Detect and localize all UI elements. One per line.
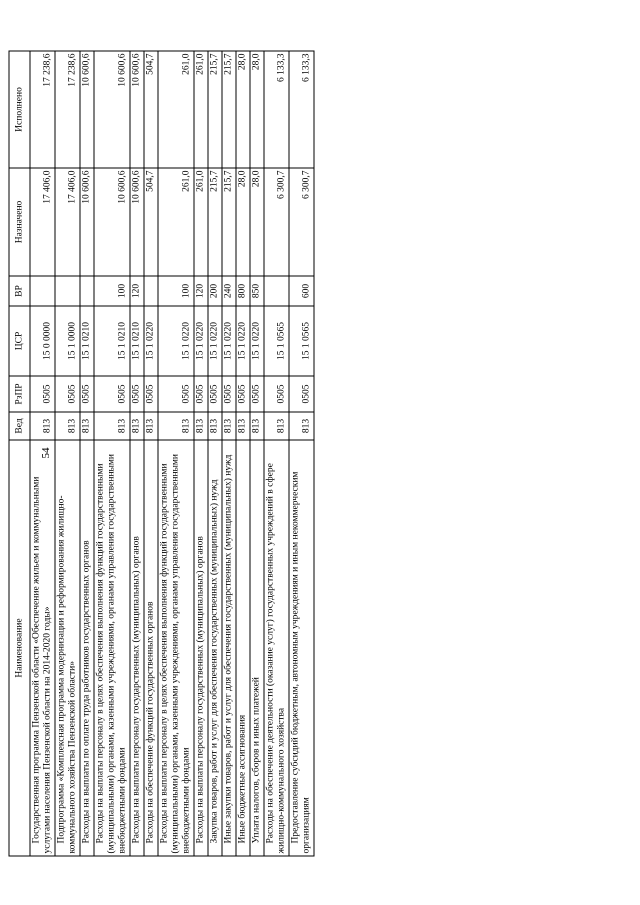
row-name: Расходы на выплаты персоналу в целях обеспечения выполнения функций государственными (муниципальными) органами, казенными учреждениями, органами управления государственными внебюджетными фондами — [94, 440, 130, 856]
row-ispolneno: 261,0 — [158, 51, 194, 168]
header-ispolneno: Исполнено — [9, 51, 30, 168]
row-name: Государственная программа Пензенской области «Обеспечение жильем и коммунальными услугами населения Пензенской области на 2014-2020 годы» — [30, 440, 55, 856]
row-naznacheno: 10 600,6 — [130, 168, 144, 276]
header-name: Наименование — [9, 440, 30, 856]
table-row — [94, 51, 130, 856]
table-row — [250, 51, 264, 856]
row-ved: 813 — [80, 412, 94, 440]
row-ved: 813 — [222, 412, 236, 440]
row-name: Расходы на выплаты персоналу государственных (муниципальных) органов — [130, 440, 144, 856]
row-ved: 813 — [289, 412, 314, 440]
row-naznacheno: 10 600,6 — [94, 168, 130, 276]
table-row — [194, 51, 208, 856]
row-ispolneno: 17 238,6 — [55, 51, 80, 168]
row-csr: 15 1 0210 — [130, 306, 144, 376]
row-ved: 813 — [144, 412, 158, 440]
header-ved: Вед — [9, 412, 30, 440]
row-naznacheno: 10 600,6 — [80, 168, 94, 276]
row-ved: 813 — [264, 412, 289, 440]
row-name: Расходы на выплаты персоналу в целях обеспечения выполнения функций государственными (муниципальными) органами, казенными учреждениями, органами управления государственными внебюджетными фондами — [158, 440, 194, 856]
row-naznacheno: 504,7 — [144, 168, 158, 276]
row-naznacheno: 261,0 — [158, 168, 194, 276]
header-vr: ВР — [9, 276, 30, 306]
row-vr — [55, 276, 80, 306]
row-rzpr: 0505 — [236, 376, 250, 412]
row-csr: 15 1 0000 — [55, 306, 80, 376]
table-row — [208, 51, 222, 856]
table-row — [264, 51, 289, 856]
row-csr: 15 1 0220 — [194, 306, 208, 376]
row-name: Иные закупки товаров, работ и услуг для обеспечения государственных (муниципальных) нужд — [222, 440, 236, 856]
row-rzpr: 0505 — [250, 376, 264, 412]
row-name: Расходы на выплаты персоналу государственных (муниципальных) органов — [194, 440, 208, 856]
row-vr — [264, 276, 289, 306]
table-header-row — [9, 51, 30, 856]
row-ispolneno: 10 600,6 — [94, 51, 130, 168]
table-row — [236, 51, 250, 856]
row-csr: 15 1 0220 — [250, 306, 264, 376]
header-naznacheno: Назначено — [9, 168, 30, 276]
row-csr: 15 1 0565 — [289, 306, 314, 376]
row-name: Закупка товаров, работ и услуг для обеспечения государственных (муниципальных) нужд — [208, 440, 222, 856]
header-csr: ЦСР — [9, 306, 30, 376]
row-ispolneno: 10 600,6 — [80, 51, 94, 168]
table-row — [80, 51, 94, 856]
row-ispolneno: 215,7 — [208, 51, 222, 168]
row-vr: 100 — [94, 276, 130, 306]
row-name: Предоставление субсидий бюджетным, автономным учреждениям и иным некоммерческим организациям — [289, 440, 314, 856]
row-name: Уплата налогов, сборов и иных платежей — [250, 440, 264, 856]
row-rzpr: 0505 — [208, 376, 222, 412]
row-csr: 15 1 0210 — [80, 306, 94, 376]
header-rzpr: РзПР — [9, 376, 30, 412]
row-ved: 813 — [130, 412, 144, 440]
row-ispolneno: 215,7 — [222, 51, 236, 168]
row-csr: 15 1 0220 — [208, 306, 222, 376]
row-ved: 813 — [250, 412, 264, 440]
row-csr: 15 1 0565 — [264, 306, 289, 376]
row-rzpr: 0505 — [158, 376, 194, 412]
row-ispolneno: 28,0 — [236, 51, 250, 168]
row-csr: 15 1 0220 — [144, 306, 158, 376]
row-naznacheno: 261,0 — [194, 168, 208, 276]
row-vr: 240 — [222, 276, 236, 306]
row-vr — [80, 276, 94, 306]
row-vr — [144, 276, 158, 306]
row-rzpr: 0505 — [264, 376, 289, 412]
row-ved: 813 — [55, 412, 80, 440]
row-name: Расходы на обеспечение функций государственных органов — [144, 440, 158, 856]
row-naznacheno: 6 300,7 — [289, 168, 314, 276]
row-naznacheno: 6 300,7 — [264, 168, 289, 276]
row-csr: 15 1 0220 — [222, 306, 236, 376]
budget-table-container — [9, 52, 537, 857]
row-rzpr: 0505 — [30, 376, 55, 412]
row-rzpr: 0505 — [289, 376, 314, 412]
page-number: 54 — [40, 447, 52, 459]
table-row — [55, 51, 80, 856]
row-ved: 813 — [158, 412, 194, 440]
row-ved: 813 — [194, 412, 208, 440]
row-ispolneno: 6 133,3 — [289, 51, 314, 168]
row-vr: 200 — [208, 276, 222, 306]
row-ispolneno: 6 133,3 — [264, 51, 289, 168]
row-vr: 850 — [250, 276, 264, 306]
row-ved: 813 — [236, 412, 250, 440]
row-name: Расходы на обеспечение деятельности (оказание услуг) государственных учреждений в сфере жилищно-коммунального хозяйства — [264, 440, 289, 856]
row-ispolneno: 504,7 — [144, 51, 158, 168]
row-csr: 15 1 0220 — [158, 306, 194, 376]
row-csr: 15 1 0220 — [236, 306, 250, 376]
row-rzpr: 0505 — [222, 376, 236, 412]
row-vr — [30, 276, 55, 306]
table-row — [222, 51, 236, 856]
row-ispolneno: 28,0 — [250, 51, 264, 168]
table-row — [144, 51, 158, 856]
row-ispolneno: 261,0 — [194, 51, 208, 168]
row-vr: 120 — [130, 276, 144, 306]
row-rzpr: 0505 — [130, 376, 144, 412]
row-name: Подпрограмма «Комплексная программа модернизации и реформирования жилищно-коммунального хозяйства Пензенской области» — [55, 440, 80, 856]
table-row — [158, 51, 194, 856]
row-csr: 15 1 0210 — [94, 306, 130, 376]
row-ved: 813 — [94, 412, 130, 440]
budget-table — [9, 51, 315, 857]
row-ved: 813 — [30, 412, 55, 440]
row-vr: 800 — [236, 276, 250, 306]
table-row — [30, 51, 55, 856]
row-ispolneno: 17 238,6 — [30, 51, 55, 168]
row-ved: 813 — [208, 412, 222, 440]
row-rzpr: 0505 — [55, 376, 80, 412]
row-name: Расходы на выплаты по оплате труда работников государственных органов — [80, 440, 94, 856]
table-row — [130, 51, 144, 856]
row-rzpr: 0505 — [194, 376, 208, 412]
row-rzpr: 0505 — [94, 376, 130, 412]
row-naznacheno: 17 406,0 — [30, 168, 55, 276]
row-naznacheno: 28,0 — [250, 168, 264, 276]
row-naznacheno: 215,7 — [208, 168, 222, 276]
row-rzpr: 0505 — [80, 376, 94, 412]
row-naznacheno: 215,7 — [222, 168, 236, 276]
table-row — [289, 51, 314, 856]
row-csr: 15 0 0000 — [30, 306, 55, 376]
row-naznacheno: 28,0 — [236, 168, 250, 276]
row-vr: 120 — [194, 276, 208, 306]
row-vr: 600 — [289, 276, 314, 306]
row-vr: 100 — [158, 276, 194, 306]
row-naznacheno: 17 406,0 — [55, 168, 80, 276]
row-name: Иные бюджетные ассигнования — [236, 440, 250, 856]
row-rzpr: 0505 — [144, 376, 158, 412]
row-ispolneno: 10 600,6 — [130, 51, 144, 168]
